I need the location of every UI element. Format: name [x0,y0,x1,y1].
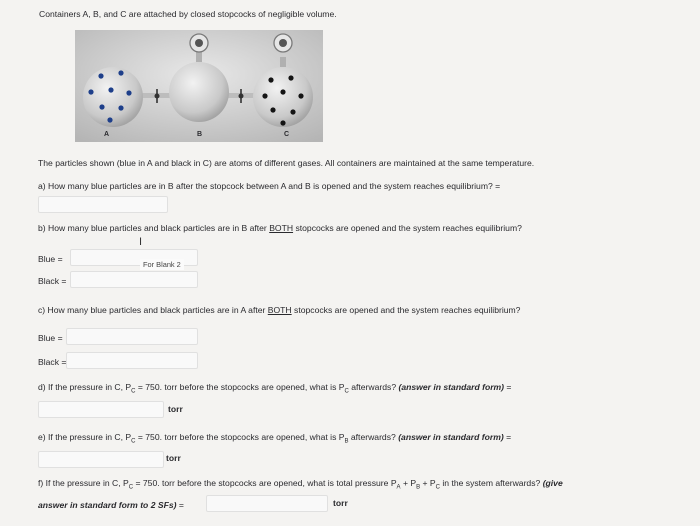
question-e-sub2: B [344,438,349,445]
containers-illustration [75,30,323,142]
label-b: B [197,131,203,138]
question-f-sub4: C [435,484,440,491]
question-c-suffix: stopcocks are opened and the system reaches equilibrium? [291,305,521,315]
question-f-emph2: answer in standard form to 2 SFs) [38,500,177,510]
c-black-input[interactable] [66,352,198,369]
question-e-post: afterwards? [348,432,399,442]
question-d-sub2: C [344,388,349,395]
label-a: A [104,131,110,138]
c-black-label: Black = [38,357,67,367]
question-d-mid: = 750. torr before the stopcocks are opened, what is P [135,382,345,392]
d-unit: torr [168,404,183,414]
question-f-post: in the system afterwards? [439,478,543,488]
question-a: a) How many blue particles are in B after the stopcock between A and B is opened and the system reaches equilibrium? = [38,181,501,191]
answer-f-input[interactable] [206,495,328,512]
question-d-emph: (answer in standard form) [398,382,505,392]
question-e-emph: (answer in standard form) [398,432,504,442]
question-b-suffix: stopcocks are opened and the system reaches equilibrium? [293,223,522,233]
question-f-sub2: A [396,484,401,491]
question-d-pre: d) If the pressure in C, P [38,382,132,392]
question-f-plus2: + P [420,478,436,488]
f-unit: torr [333,498,348,508]
question-e-pre: e) If the pressure in C, P [38,432,132,442]
question-f-line2 [38,500,184,510]
b-black-label: Black = [38,276,67,286]
text-cursor-icon: I [139,236,143,248]
question-d [38,382,511,395]
question-c-prefix: c) How many blue particles and black particles are in A after [38,305,268,315]
c-blue-label: Blue = [38,333,63,343]
question-f-end: = [176,500,184,510]
question-f-pre: f) If the pressure in C, P [38,478,129,488]
b-black-input[interactable] [70,271,198,288]
question-b-prefix: b) How many blue particles and black particles are in B after [38,223,270,233]
containers-diagram [75,30,323,142]
question-e-end: = [503,432,512,442]
question-c [38,305,520,315]
label-c: C [284,131,290,138]
question-b [38,223,522,233]
question-f-emph1: (give [542,478,563,488]
question-b-both: BOTH [269,223,294,233]
question-f-mid: = 750. torr before the stopcocks are opened, what is total pressure P [133,478,397,488]
question-f [38,478,563,491]
question-f-sub1: C [128,484,134,491]
question-e-sub1: C [131,438,136,445]
question-d-sub1: C [131,388,136,395]
question-f-sub3: B [416,484,421,491]
question-e-mid: = 750. torr before the stopcocks are opened, what is P [135,432,345,442]
question-e [38,432,511,445]
question-d-post: afterwards? [348,382,399,392]
e-unit: torr [166,453,181,463]
question-d-end: = [504,382,512,392]
description-text: The particles shown (blue in A and black in C) are atoms of different gases. All containers are maintained at the same temperature. [38,158,535,168]
question-c-both: BOTH [267,305,292,315]
c-blue-input[interactable] [66,328,198,345]
answer-d-input[interactable] [38,401,164,418]
intro-text: Containers A, B, and C are attached by closed stopcocks of negligible volume. [39,9,337,19]
blank-2-tooltip: For Blank 2 [140,259,184,270]
question-f-plus1: + P [400,478,417,488]
answer-e-input[interactable] [38,451,164,468]
b-blue-label: Blue = [38,254,63,264]
answer-a-input[interactable] [38,196,168,213]
